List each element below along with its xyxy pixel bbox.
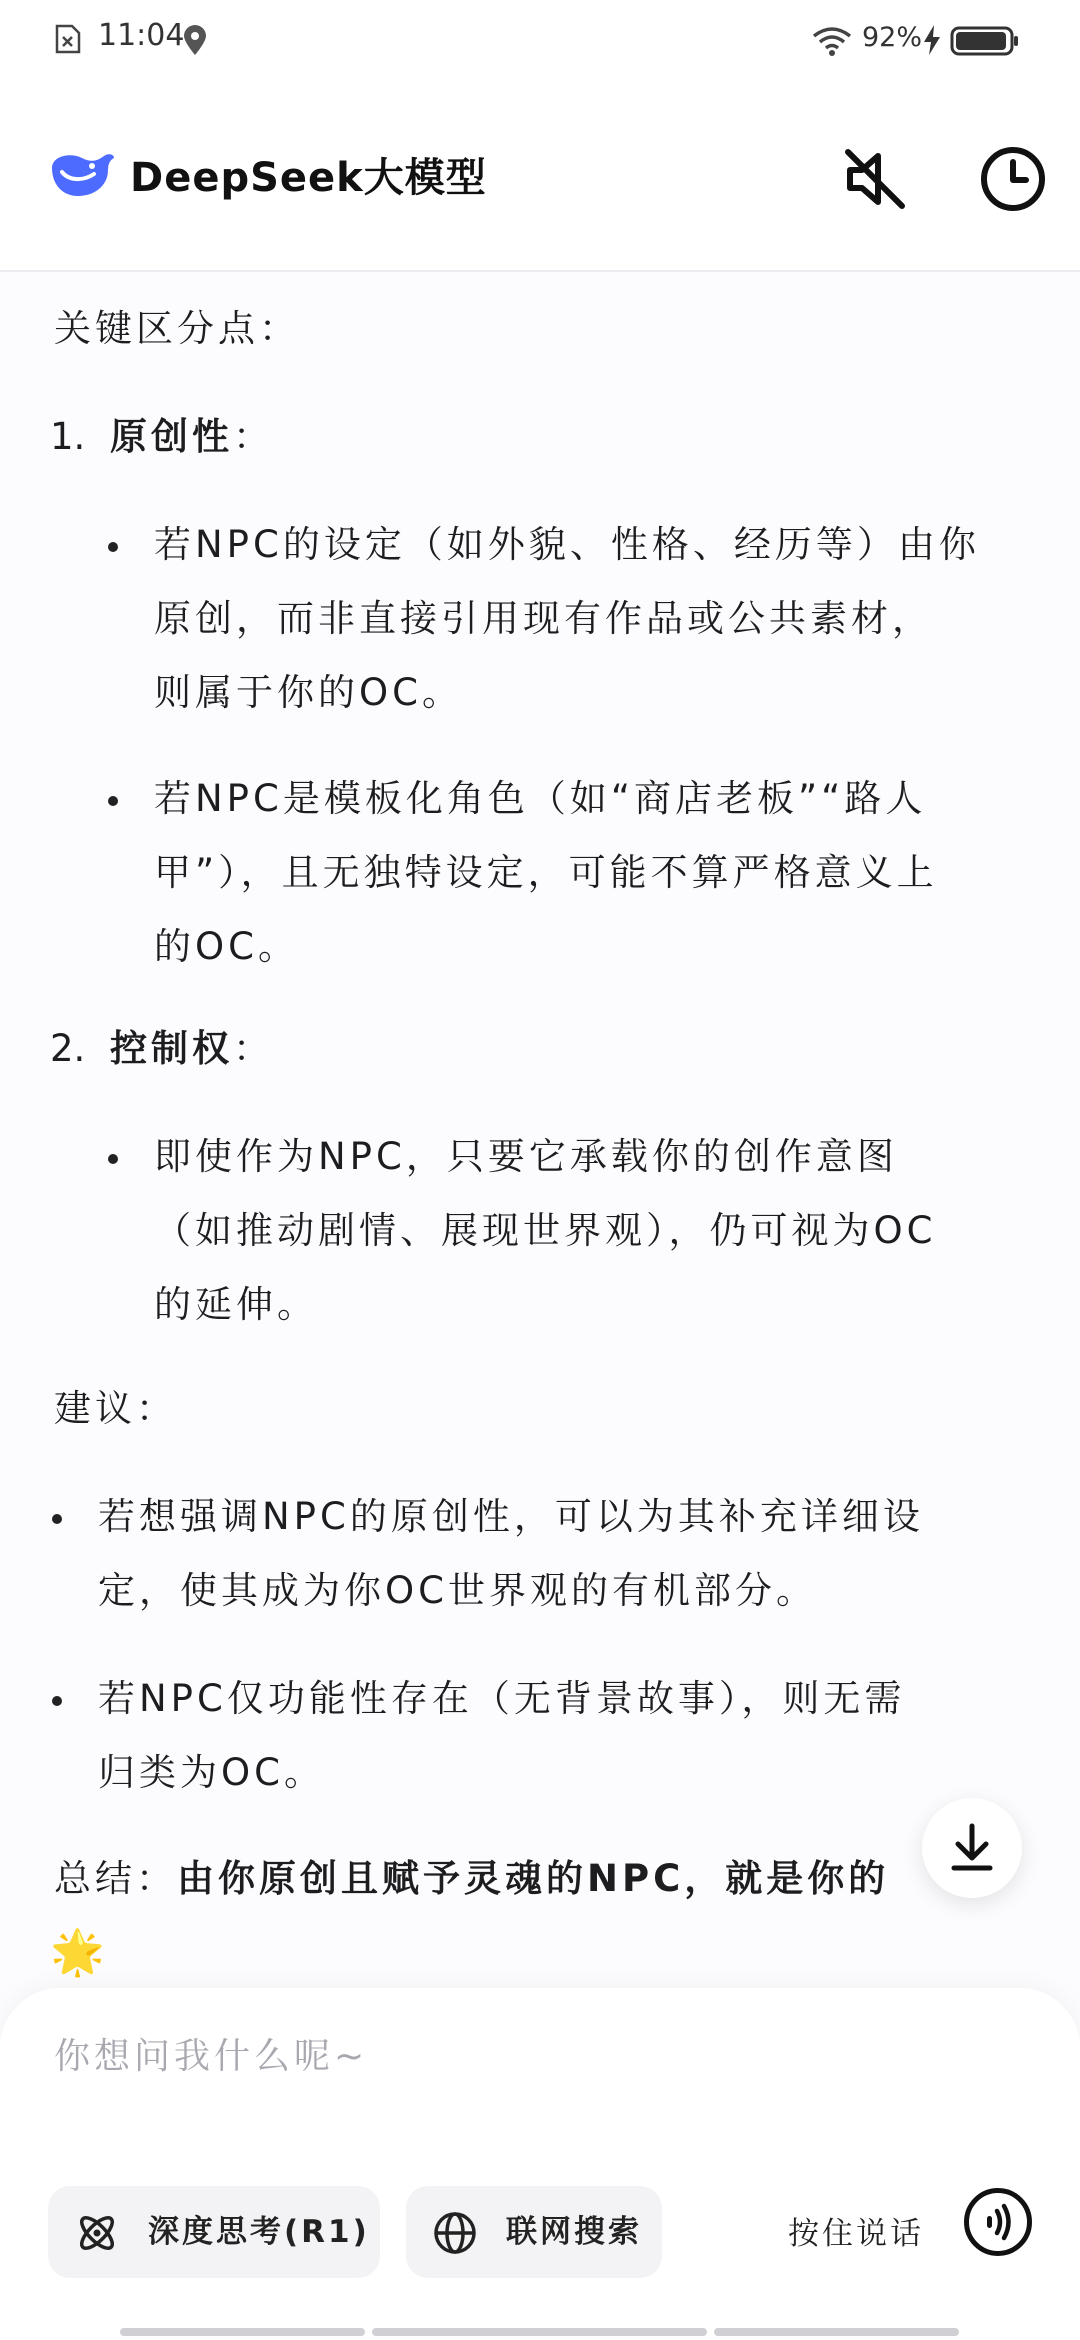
composer-panel [0,1988,1080,2340]
location-icon [182,24,208,56]
section-1-title: 原创性： [110,415,274,458]
battery-icon [950,25,1020,57]
notification-file-icon [54,24,82,54]
app-title: DeepSeek大模型 [130,155,487,201]
status-bar [0,0,1080,80]
advice-1-line-1: 若想强调NPC的原创性，可以为其补充详细设 [98,1495,924,1538]
deep-think-button[interactable] [48,2186,380,2278]
web-search-button[interactable] [406,2186,662,2278]
sound-wave-icon [969,2193,1027,2251]
bullet-dot [108,1154,118,1164]
summary-text: 由你原创且赋予灵魂的NPC，就是你的 [177,1857,890,1900]
section-1-bullet-1-line-3: 则属于你的OC。 [154,671,463,714]
mute-speaker-icon[interactable] [838,142,912,216]
app-header [0,80,1080,272]
section-2-number: 2. [50,1027,86,1070]
bullet-dot [108,542,118,552]
message-input[interactable]: 你想问我什么呢~ [54,2036,369,2077]
deep-think-label: 深度思考(R1) [148,2214,370,2250]
status-time: 11:04 [98,18,185,53]
section-2-bullet-1-line-3: 的延伸。 [154,1283,318,1326]
section-2-bullet-1-line-2: （如推动剧情、展现世界观），仍可视为OC [154,1209,937,1252]
section-1-number: 1. [50,415,86,458]
home-indicator [714,2328,959,2336]
summary-label: 总结： [54,1857,177,1900]
deepseek-whale-logo-icon [48,148,118,200]
bullet-dot [52,1514,62,1524]
bullet-dot [108,796,118,806]
globe-icon [432,2210,478,2256]
section-1-bullet-1-line-2: 原创，而非直接引用现有作品或公共素材， [154,597,933,640]
section-1-bullet-2-line-1: 若NPC是模板化角色（如“商店老板”“路人 [154,777,927,820]
section-1-bullet-2-line-2: 甲”），且无独特设定，可能不算严格意义上 [154,851,938,894]
history-clock-icon[interactable] [976,142,1050,216]
advice-2-line-1: 若NPC仅功能性存在（无背景故事），则无需 [98,1677,906,1720]
voice-input-button[interactable] [964,2188,1032,2256]
star-emoji: 🌟 [50,1927,109,1978]
section-1-bullet-1-line-1: 若NPC的设定（如外貌、性格、经历等）由你 [154,523,980,566]
section-2-title: 控制权： [110,1027,274,1070]
advice-2-line-2: 归类为OC。 [98,1751,325,1794]
arrow-down-icon [922,1798,1022,1898]
charging-icon [922,24,942,56]
home-indicator [120,2328,365,2336]
web-search-label: 联网搜索 [506,2214,642,2250]
battery-percent: 92% [862,22,923,53]
hold-to-talk-label[interactable]: 按住说话 [788,2216,924,2252]
advice-heading: 建议： [54,1387,177,1430]
scroll-to-bottom-button[interactable] [922,1798,1022,1898]
section-2-bullet-1-line-1: 即使作为NPC，只要它承载你的创作意图 [154,1135,898,1178]
intro-text: 关键区分点： [54,307,300,350]
home-indicator [372,2328,707,2336]
summary-line [54,1842,889,1916]
advice-1-line-2: 定，使其成为你OC世界观的有机部分。 [98,1569,817,1612]
wifi-icon [812,26,852,56]
section-1-bullet-2-line-3: 的OC。 [154,925,299,968]
assistant-message [0,272,1080,1992]
atom-icon [74,2210,120,2256]
bullet-dot [52,1696,62,1706]
